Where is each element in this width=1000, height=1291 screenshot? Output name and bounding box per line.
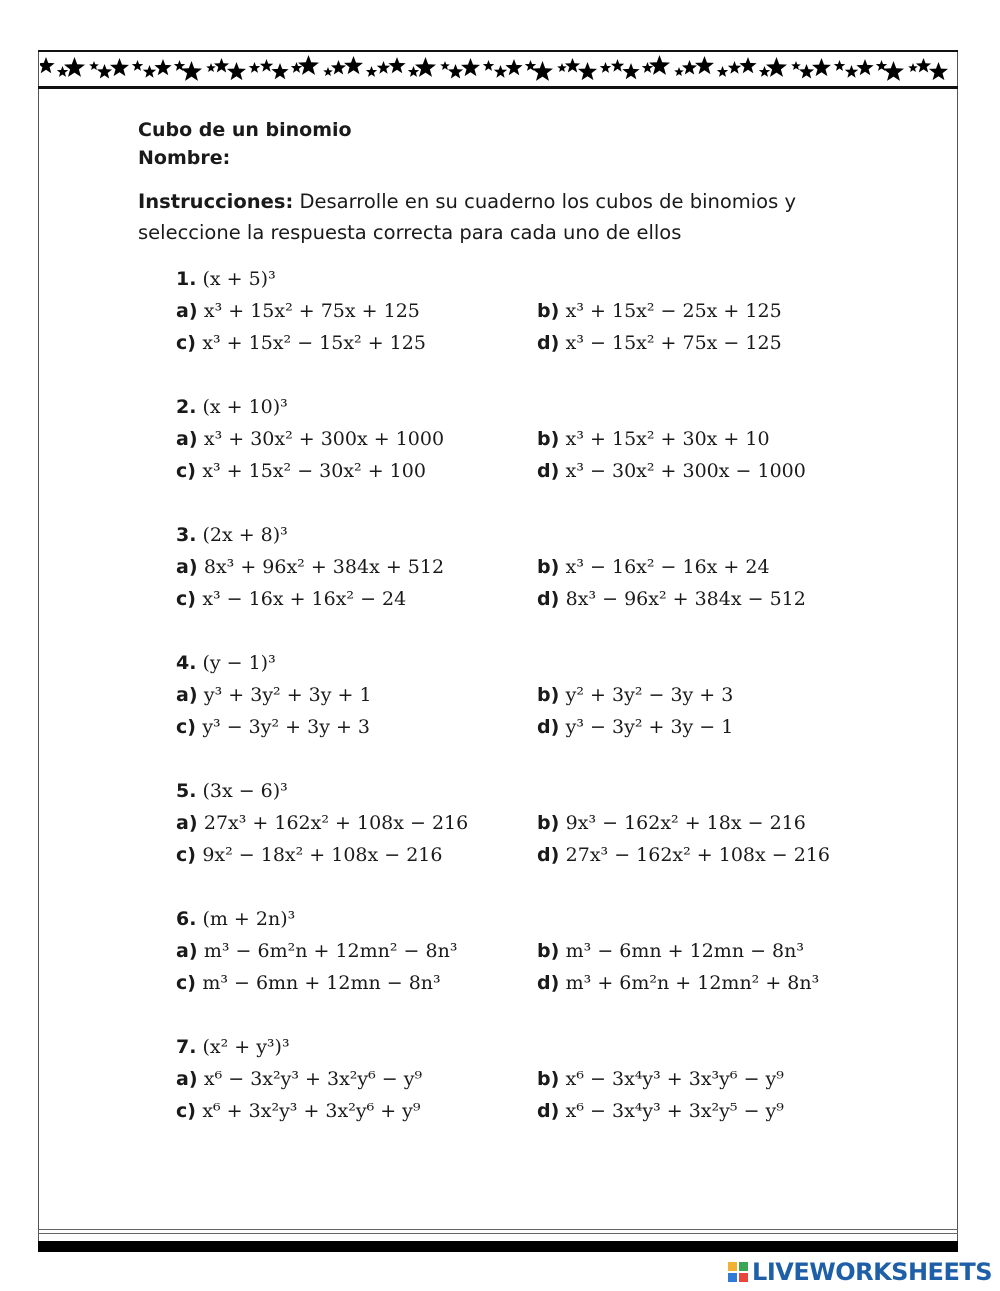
question-header [176, 902, 878, 934]
star-icon [366, 66, 377, 77]
option-label: b) [537, 940, 560, 962]
option-label: c) [176, 844, 196, 866]
option-label: b) [537, 812, 560, 834]
star-icon [110, 58, 129, 76]
answer-option[interactable] [537, 710, 733, 743]
option-text: x⁶ + 3x²y³ + 3x²y⁶ + y⁹ [202, 1100, 421, 1122]
answer-option[interactable] [537, 678, 733, 711]
liveworksheets-logo-icon [728, 1262, 748, 1282]
top-border-line [38, 50, 958, 52]
star-icon [578, 62, 597, 80]
option-text: 9x³ − 162x² + 18x − 216 [565, 812, 806, 834]
star-icon [557, 63, 567, 72]
option-text: x³ + 15x² − 30x² + 100 [202, 460, 426, 482]
answer-option[interactable] [176, 934, 537, 967]
star-icon [64, 57, 85, 77]
star-icon [791, 61, 801, 70]
question-header [176, 390, 878, 422]
question-expression: (x + 10)³ [202, 396, 288, 418]
answer-option[interactable] [176, 326, 537, 359]
star-icon [834, 60, 845, 71]
answer-option[interactable] [176, 678, 537, 711]
question-number: 7. [176, 1036, 197, 1058]
question-3 [176, 518, 878, 646]
option-text: 8x³ + 96x² + 384x + 512 [203, 556, 445, 578]
answer-row [176, 934, 878, 966]
option-label: d) [537, 588, 560, 610]
star-icon [214, 58, 229, 73]
option-label: a) [176, 556, 198, 578]
question-6 [176, 902, 878, 1030]
star-icon [759, 66, 770, 77]
answer-option[interactable] [537, 806, 806, 839]
star-icon [717, 66, 728, 77]
answer-row [176, 326, 878, 358]
option-label: a) [176, 940, 198, 962]
question-number: 3. [176, 524, 197, 546]
answer-row [176, 550, 878, 582]
answer-option[interactable] [537, 934, 804, 967]
question-header [176, 518, 878, 550]
option-text: 8x³ − 96x² + 384x − 512 [565, 588, 806, 610]
option-label: c) [176, 972, 196, 994]
question-number: 5. [176, 780, 197, 802]
star-icon [622, 63, 639, 79]
star-icon [448, 64, 463, 79]
star-icon [565, 58, 580, 73]
option-label: c) [176, 332, 196, 354]
question-header [176, 262, 878, 294]
star-icon [600, 62, 611, 73]
answer-row [176, 454, 878, 486]
option-label: a) [176, 684, 198, 706]
star-icon [812, 58, 831, 76]
star-icon [532, 61, 553, 81]
option-text: m³ − 6m²n + 12mn² − 8n³ [203, 940, 458, 962]
answer-option[interactable] [537, 454, 806, 487]
option-text: x³ − 15x² + 75x − 125 [565, 332, 782, 354]
option-text: m³ − 6mn + 12mn − 8n³ [565, 940, 805, 962]
option-text: x³ + 15x² + 30x + 10 [565, 428, 770, 450]
star-icon [505, 59, 522, 75]
option-text: x⁶ − 3x²y³ + 3x²y⁶ − y⁹ [203, 1068, 423, 1090]
answer-option[interactable] [537, 582, 806, 615]
question-expression: (m + 2n)³ [202, 908, 296, 930]
option-text: y² + 3y² − 3y + 3 [565, 684, 734, 706]
answer-option[interactable] [176, 838, 537, 871]
star-icon [674, 67, 684, 76]
question-number: 6. [176, 908, 197, 930]
answer-option[interactable] [537, 294, 782, 327]
answer-option[interactable] [537, 550, 770, 583]
answer-row [176, 966, 878, 998]
question-header [176, 646, 878, 678]
answer-row [176, 582, 878, 614]
answer-row [176, 1094, 878, 1126]
answer-row [176, 1062, 878, 1094]
option-label: b) [537, 300, 560, 322]
star-icon [97, 64, 112, 79]
option-text: x³ − 16x + 16x² − 24 [202, 588, 407, 610]
option-label: b) [537, 556, 560, 578]
option-label: a) [176, 428, 198, 450]
option-text: x³ + 30x² + 300x + 1000 [203, 428, 445, 450]
star-icon [331, 60, 346, 75]
answer-option[interactable] [176, 454, 537, 487]
answer-option[interactable] [537, 966, 819, 999]
question-number: 2. [176, 396, 197, 418]
option-label: b) [537, 1068, 560, 1090]
answer-option[interactable] [537, 1062, 784, 1095]
answer-option[interactable] [537, 1094, 784, 1127]
star-icon [132, 60, 143, 71]
bottom-border-line [38, 1229, 958, 1230]
option-text: 9x² − 18x² + 108x − 216 [202, 844, 443, 866]
answer-option[interactable] [176, 966, 537, 999]
option-label: d) [537, 844, 560, 866]
question-2 [176, 390, 878, 518]
option-label: d) [537, 972, 560, 994]
star-icon [377, 61, 390, 74]
option-label: c) [176, 716, 196, 738]
option-label: d) [537, 1100, 560, 1122]
star-icon [440, 61, 450, 70]
option-label: d) [537, 460, 560, 482]
star-icon [143, 65, 156, 78]
answer-row [176, 294, 878, 326]
star-icon [323, 67, 333, 76]
answer-option[interactable] [176, 806, 537, 839]
question-number: 4. [176, 652, 197, 674]
liveworksheets-logo [728, 1259, 992, 1285]
star-icon [206, 63, 216, 72]
instructions-text: Desarrolle en su cuaderno los cubos de binomios y seleccione la respuesta correcta para cada uno de ellos [138, 190, 797, 244]
option-label: d) [537, 716, 560, 738]
star-icon [916, 58, 931, 73]
answer-option[interactable] [176, 294, 537, 327]
worksheet-title: Cubo de un binomio [138, 119, 352, 141]
instructions-label: Instrucciones: [138, 190, 294, 213]
answer-option[interactable] [537, 422, 770, 455]
star-icon [408, 66, 419, 77]
option-text: x³ − 30x² + 300x − 1000 [565, 460, 806, 482]
question-expression: (y − 1)³ [202, 652, 276, 674]
answer-option[interactable] [176, 710, 537, 743]
star-icon [249, 62, 260, 73]
star-icon [649, 55, 670, 75]
star-icon [682, 60, 697, 75]
star-icon [344, 56, 363, 74]
star-icon [461, 58, 480, 76]
question-expression: (x + 5)³ [202, 268, 276, 290]
option-text: m³ − 6mn + 12mn − 8n³ [202, 972, 441, 994]
star-icon [739, 57, 756, 73]
star-icon [494, 65, 507, 78]
star-icon [260, 59, 273, 72]
star-icon [799, 64, 814, 79]
option-label: d) [537, 332, 560, 354]
answer-option[interactable] [176, 1094, 537, 1127]
logo-text: LIVEWORKSHEETS [752, 1258, 992, 1286]
star-icon [227, 62, 246, 80]
question-header [176, 1030, 878, 1062]
star-icon [388, 57, 405, 73]
answer-option[interactable] [537, 326, 782, 359]
answer-option[interactable] [176, 1062, 537, 1095]
bottom-border-line [38, 1233, 958, 1234]
instructions [138, 186, 878, 248]
star-icon [271, 63, 288, 79]
answer-option[interactable] [537, 838, 830, 871]
question-4 [176, 646, 878, 774]
option-label: c) [176, 1100, 196, 1122]
star-icon [483, 60, 494, 71]
option-label: c) [176, 460, 196, 482]
star-icon [415, 57, 436, 77]
star-icon [728, 61, 741, 74]
top-border-line-bottom [38, 86, 958, 89]
option-text: x³ + 15x² + 75x + 125 [203, 300, 420, 322]
option-label: a) [176, 300, 198, 322]
star-icon [883, 61, 904, 81]
option-text: 27x³ + 162x² + 108x − 216 [203, 812, 469, 834]
option-label: c) [176, 588, 196, 610]
answer-option[interactable] [176, 422, 537, 455]
star-icon [766, 57, 787, 77]
star-icon [89, 61, 99, 70]
answer-row [176, 422, 878, 454]
answer-row [176, 678, 878, 710]
option-text: y³ − 3y² + 3y + 3 [202, 716, 371, 738]
option-label: b) [537, 428, 560, 450]
question-1 [176, 262, 878, 390]
star-icon [908, 63, 918, 72]
option-text: x⁶ − 3x⁴y³ + 3x²y⁵ − y⁹ [565, 1100, 784, 1122]
question-header [176, 774, 878, 806]
star-icon [298, 55, 319, 75]
question-7 [176, 1030, 878, 1158]
star-icon [845, 65, 858, 78]
star-icon [181, 61, 202, 81]
answer-row [176, 806, 878, 838]
question-expression: (3x − 6)³ [202, 780, 288, 802]
star-icon [856, 59, 873, 75]
star-icon [695, 56, 714, 74]
question-expression: (2x + 8)³ [202, 524, 288, 546]
bottom-border-thick [38, 1241, 958, 1252]
option-label: a) [176, 812, 198, 834]
answer-row [176, 710, 878, 742]
question-5 [176, 774, 878, 902]
question-number: 1. [176, 268, 197, 290]
star-icon [611, 59, 624, 72]
option-text: x³ − 16x² − 16x + 24 [565, 556, 770, 578]
option-text: x³ + 15x² − 15x² + 125 [202, 332, 426, 354]
option-text: y³ + 3y² + 3y + 1 [203, 684, 372, 706]
answer-option[interactable] [176, 550, 537, 583]
star-border-decoration [40, 54, 956, 84]
name-label: Nombre: [138, 147, 231, 169]
answer-row [176, 838, 878, 870]
option-label: a) [176, 1068, 198, 1090]
option-text: x³ + 15x² − 25x + 125 [565, 300, 782, 322]
question-list [176, 262, 878, 1158]
star-icon [57, 66, 68, 77]
option-text: 27x³ − 162x² + 108x − 216 [565, 844, 831, 866]
star-icon [929, 62, 948, 80]
answer-option[interactable] [176, 582, 537, 615]
star-icon [154, 59, 171, 75]
option-text: y³ − 3y² + 3y − 1 [565, 716, 734, 738]
question-expression: (x² + y³)³ [202, 1036, 290, 1058]
worksheet-content [138, 116, 878, 1158]
star-icon [40, 57, 55, 73]
option-label: b) [537, 684, 560, 706]
option-text: m³ + 6m²n + 12mn² + 8n³ [565, 972, 820, 994]
option-text: x⁶ − 3x⁴y³ + 3x³y⁶ − y⁹ [565, 1068, 784, 1090]
